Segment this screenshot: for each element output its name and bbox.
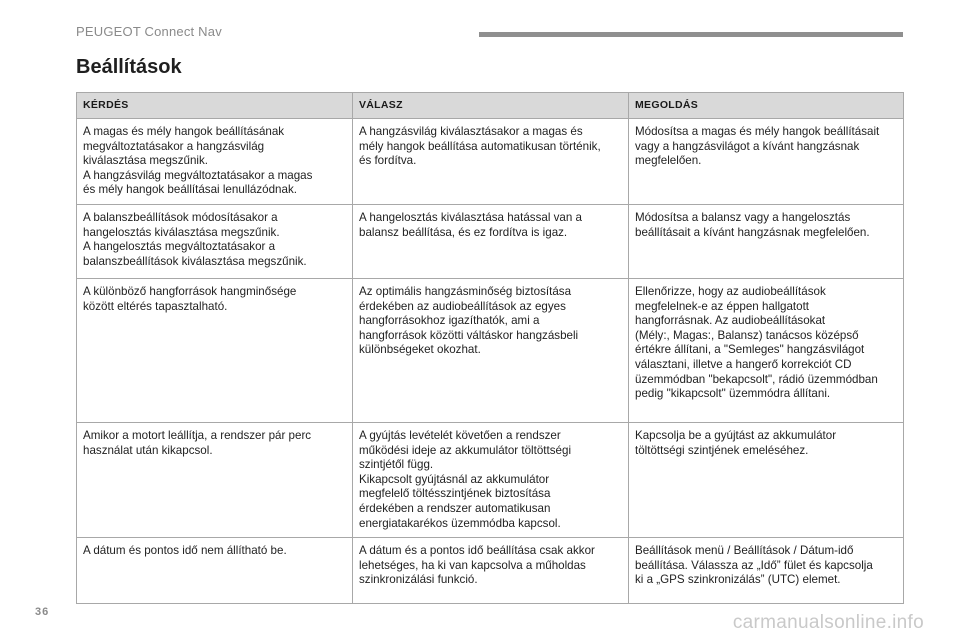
answer-text: A hangzásvilág kiválasztásakor a magas és mély hangok beállítása automatikusan történik, és fordítva. [359, 125, 601, 168]
solution-cell [629, 538, 904, 604]
answer-cell [353, 119, 629, 205]
question-cell [77, 538, 353, 604]
column-header-solution: MEGOLDÁS [629, 93, 904, 119]
question-cell [77, 278, 353, 422]
solution-cell [629, 204, 904, 278]
answer-text: Az optimális hangzásminőség biztosítása érdekében az audiobeállítások az egyes hangforrásokhoz igazíthatók, ami a hangforrások közötti váltáskor hangzásbeli különbségeket okozhat. [359, 284, 579, 357]
answer-cell [353, 204, 629, 278]
question-text: A balanszbeállítások módosításakor a hangelosztás kiválasztása megszűnik. A hangelosztás megváltoztatásakor a balanszbeállítások kiválasztása megszűnik. [83, 210, 307, 268]
table-row [77, 204, 904, 278]
solution-text: Módosítsa a balansz vagy a hangelosztás beállításait a kívánt hangzásnak megfelelően. [635, 210, 870, 239]
question-text: A dátum és pontos idő nem állítható be. [83, 544, 287, 558]
question-text: Amikor a motort leállítja, a rendszer pár perc használat után kikapcsol. [83, 428, 312, 457]
question-text: A magas és mély hangok beállításának megváltoztatásakor a hangzásvilág kiválasztása megszűnik. A hangzásvilág megváltoztatásakor a magas és mély hangok beállításai lenullázódnak. [83, 125, 313, 197]
header-row [77, 93, 904, 119]
header-rule [479, 32, 903, 37]
solution-cell [629, 422, 904, 537]
column-header-question: KÉRDÉS [77, 93, 353, 119]
solution-text: Beállítások menü / Beállítások / Dátum-idő beállítása. Válassza az „Idő” fület és kapcsolja ki a „GPS szinkronizálás” (UTC) elemet. [635, 544, 873, 587]
answer-text: A gyújtás levételét követően a rendszer működési ideje az akkumulátor töltöttségi szintjétől függ. Kikapcsolt gyújtásnál az akkumulátor megfelelő töltésszintjének biztosítása érdekében a rendszer automatikusan energiatakarékos üzemmódba kapcsol. [359, 428, 572, 530]
page-title: Beállítások [76, 56, 182, 78]
solution-text: Kapcsolja be a gyújtást az akkumulátor töltöttségi szintjének emeléséhez. [635, 428, 837, 457]
table-row [77, 538, 904, 604]
table-row [77, 422, 904, 537]
column-header-answer: VÁLASZ [353, 93, 629, 119]
faq-table [76, 92, 904, 604]
answer-cell [353, 538, 629, 604]
page-number: 36 [35, 606, 50, 618]
question-cell [77, 204, 353, 278]
answer-cell [353, 278, 629, 422]
solution-text: Ellenőrizze, hogy az audiobeállítások megfelelnek-e az éppen hallgatott hangforrásnak. Az audiobeállításokat (Mély:, Magas:, Balansz) tanácsos középső értékre állítani, a "Semleges" hangzásvilágot választani, illetve a hangerő korrekciót CD üzemmódban "bekapcsolt", rádió üzemmódban pedig "kikapcsolt" üzemmódra állítani. [635, 284, 878, 401]
answer-text: A hangelosztás kiválasztása hatással van a balansz beállítása, és ez fordítva is igaz. [359, 210, 582, 239]
question-text: A különböző hangforrások hangminősége között eltérés tapasztalható. [83, 284, 297, 313]
question-cell [77, 422, 353, 537]
solution-text: Módosítsa a magas és mély hangok beállításait vagy a hangzásvilágot a kívánt hangzásnak megfelelően. [635, 125, 880, 168]
solution-cell [629, 278, 904, 422]
watermark: carmanualsonline.info [732, 612, 924, 633]
answer-text: A dátum és a pontos idő beállítása csak akkor lehetséges, ha ki van kapcsolva a műholdas szinkronizálási funkció. [359, 544, 595, 587]
answer-cell [353, 422, 629, 537]
header-brand: PEUGEOT Connect Nav [76, 24, 222, 39]
table-row [77, 119, 904, 205]
table-row [77, 278, 904, 422]
question-cell [77, 119, 353, 205]
table-header [77, 93, 904, 119]
solution-cell [629, 119, 904, 205]
